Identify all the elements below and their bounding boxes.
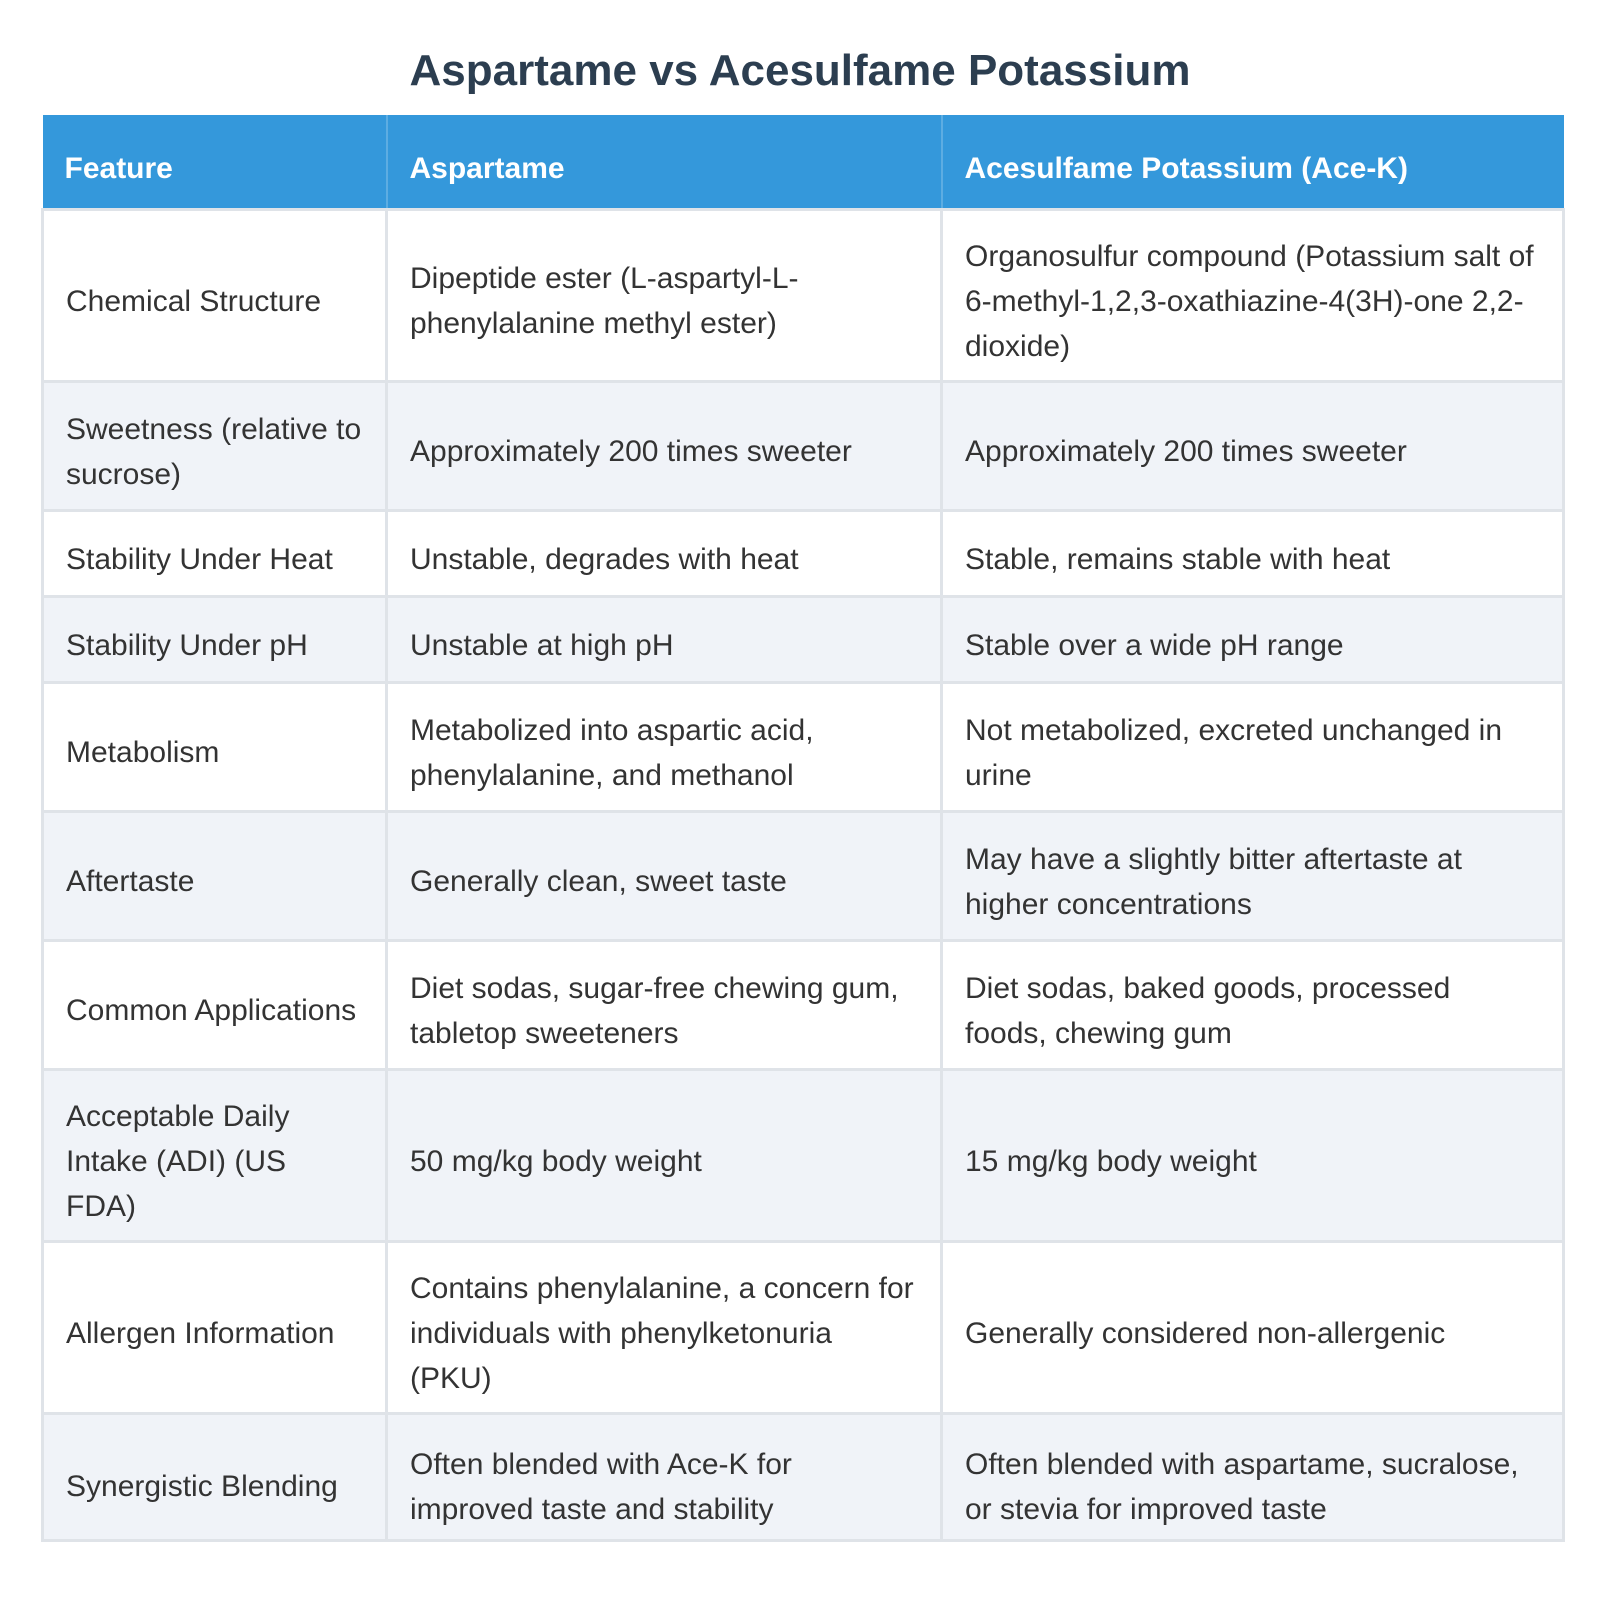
table-row: [43, 381, 1564, 510]
table-body: [43, 209, 1564, 1540]
table-row: [43, 1069, 1564, 1241]
aspartame-cell: 50 mg/kg body weight: [387, 1069, 942, 1241]
ace-k-cell: Stable, remains stable with heat: [942, 510, 1564, 596]
table-row: [43, 811, 1564, 940]
aspartame-cell: Contains phenylalanine, a concern for individuals with phenylketonuria (PKU): [387, 1241, 942, 1413]
feature-cell: Aftertaste: [43, 811, 387, 940]
table-header: [43, 115, 1564, 209]
table-row: [43, 940, 1564, 1069]
aspartame-cell: Diet sodas, sugar-free chewing gum, tabletop sweeteners: [387, 940, 942, 1069]
aspartame-cell: Generally clean, sweet taste: [387, 811, 942, 940]
column-header-feature: Feature: [43, 115, 387, 209]
aspartame-cell: Unstable at high pH: [387, 596, 942, 682]
comparison-table: [41, 115, 1565, 1542]
feature-cell: Allergen Information: [43, 1241, 387, 1413]
ace-k-cell: Organosulfur compound (Potassium salt of 6-methyl-1,2,3-oxathiazine-4(3H)-one 2,2-dioxide): [942, 209, 1564, 381]
ace-k-cell: 15 mg/kg body weight: [942, 1069, 1564, 1241]
table-row: [43, 1241, 1564, 1413]
feature-cell: Sweetness (relative to sucrose): [43, 381, 387, 510]
ace-k-cell: Approximately 200 times sweeter: [942, 381, 1564, 510]
aspartame-cell: Dipeptide ester (L-aspartyl-L-phenylalanine methyl ester): [387, 209, 942, 381]
aspartame-cell: Approximately 200 times sweeter: [387, 381, 942, 510]
aspartame-cell: Metabolized into aspartic acid, phenylalanine, and methanol: [387, 682, 942, 811]
feature-cell: Stability Under Heat: [43, 510, 387, 596]
ace-k-cell: Diet sodas, baked goods, processed foods, chewing gum: [942, 940, 1564, 1069]
ace-k-cell: May have a slightly bitter aftertaste at higher concentrations: [942, 811, 1564, 940]
ace-k-cell: Generally considered non-allergenic: [942, 1241, 1564, 1413]
feature-cell: Stability Under pH: [43, 596, 387, 682]
table-row: [43, 682, 1564, 811]
page-title: Aspartame vs Acesulfame Potassium: [409, 46, 1191, 95]
column-header-aspartame: Aspartame: [387, 115, 942, 209]
feature-cell: Metabolism: [43, 682, 387, 811]
feature-cell: Common Applications: [43, 940, 387, 1069]
table-row: [43, 1413, 1564, 1540]
header-row: [43, 115, 1564, 209]
table-row: [43, 209, 1564, 381]
feature-cell: Chemical Structure: [43, 209, 387, 381]
ace-k-cell: Not metabolized, excreted unchanged in urine: [942, 682, 1564, 811]
table-row: [43, 596, 1564, 682]
column-header-ace-k: Acesulfame Potassium (Ace-K): [942, 115, 1564, 209]
table-row: [43, 510, 1564, 596]
ace-k-cell: Often blended with aspartame, sucralose, or stevia for improved taste: [942, 1413, 1564, 1540]
aspartame-cell: Unstable, degrades with heat: [387, 510, 942, 596]
ace-k-cell: Stable over a wide pH range: [942, 596, 1564, 682]
feature-cell: Synergistic Blending: [43, 1413, 387, 1540]
feature-cell: Acceptable Daily Intake (ADI) (US FDA): [43, 1069, 387, 1241]
aspartame-cell: Often blended with Ace-K for improved taste and stability: [387, 1413, 942, 1540]
